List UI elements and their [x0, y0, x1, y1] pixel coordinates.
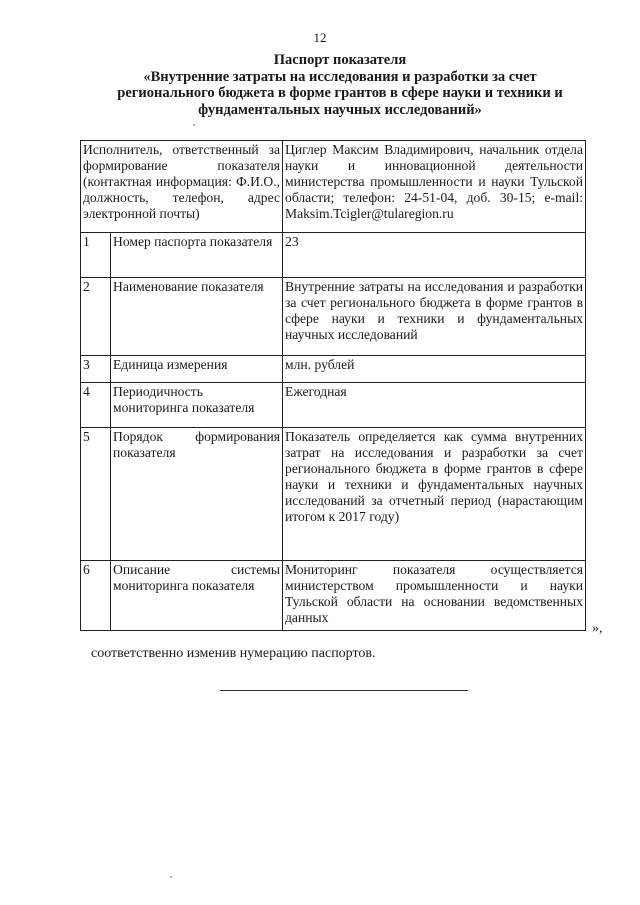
- row-value: Ежегодная: [283, 383, 586, 428]
- closing-quote: »,: [592, 621, 603, 636]
- row-label: Порядок формирования показателя: [111, 428, 283, 561]
- row-number: 4: [81, 383, 111, 428]
- title-line-2: «Внутренние затраты на исследования и разработки за счет: [143, 68, 537, 85]
- row-number: 2: [81, 278, 111, 356]
- row-value: Внутренние затраты на исследования и разработки за счет регионального бюджета в форме грантов в сфере науки и техники и фундаментальных научных исследований: [283, 278, 586, 356]
- row-number: 6: [81, 561, 111, 631]
- scan-speck: [193, 124, 195, 126]
- row-value: 23: [283, 233, 586, 278]
- document-title: [90, 52, 590, 118]
- row-label: Описание системы мониторинга показателя: [111, 561, 283, 631]
- table-row: [81, 278, 586, 356]
- table-row: [81, 233, 586, 278]
- signature-rule: [220, 690, 468, 691]
- table-row: [81, 383, 586, 428]
- row-value: Мониторинг показателя осуществляется министерством промышленности и науки Тульской области на основании ведомственных данных: [283, 561, 586, 631]
- row-label: Номер паспорта показателя: [111, 233, 283, 278]
- row-number: 3: [81, 356, 111, 383]
- table-row: [81, 428, 586, 561]
- executor-label: Исполнитель, ответственный за формирование показателя (контактная информация: Ф.И.О., должность, телефон, адрес электронной почты): [81, 141, 283, 233]
- page-number: 12: [313, 30, 327, 45]
- row-number: 5: [81, 428, 111, 561]
- row-number: 1: [81, 233, 111, 278]
- row-value: Показатель определяется как сумма внутренних затрат на исследования и разработки за счет регионального бюджета в форме грантов в сфере науки и техники и фундаментальных научных исследований за отчетный период (нарастающим итогом к 2017 году): [283, 428, 586, 561]
- scan-speck: [170, 876, 172, 878]
- passport-table: [80, 140, 586, 631]
- table-row-executor: [81, 141, 586, 233]
- row-label: Периодичность мониторинга показателя: [111, 383, 283, 428]
- title-line-4: фундаментальных научных исследований»: [198, 101, 482, 118]
- title-line-3: регионального бюджета в форме грантов в сфере науки и техники и: [117, 85, 563, 101]
- row-value: млн. рублей: [283, 356, 586, 383]
- table-row: [81, 356, 586, 383]
- row-label: Наименование показателя: [111, 278, 283, 356]
- executor-value: Циглер Максим Владимирович, начальник отдела науки и инновационной деятельности министерства промышленности и науки Тульской области; телефон: 24-51-04, доб. 30-15; e-mail: Maksim.Tcigler@tularegion.ru: [283, 141, 586, 233]
- row-label: Единица измерения: [111, 356, 283, 383]
- title-line-1: Паспорт показателя: [273, 52, 407, 68]
- footer-note: соответственно изменив нумерацию паспортов.: [91, 646, 376, 661]
- table-row: [81, 561, 586, 631]
